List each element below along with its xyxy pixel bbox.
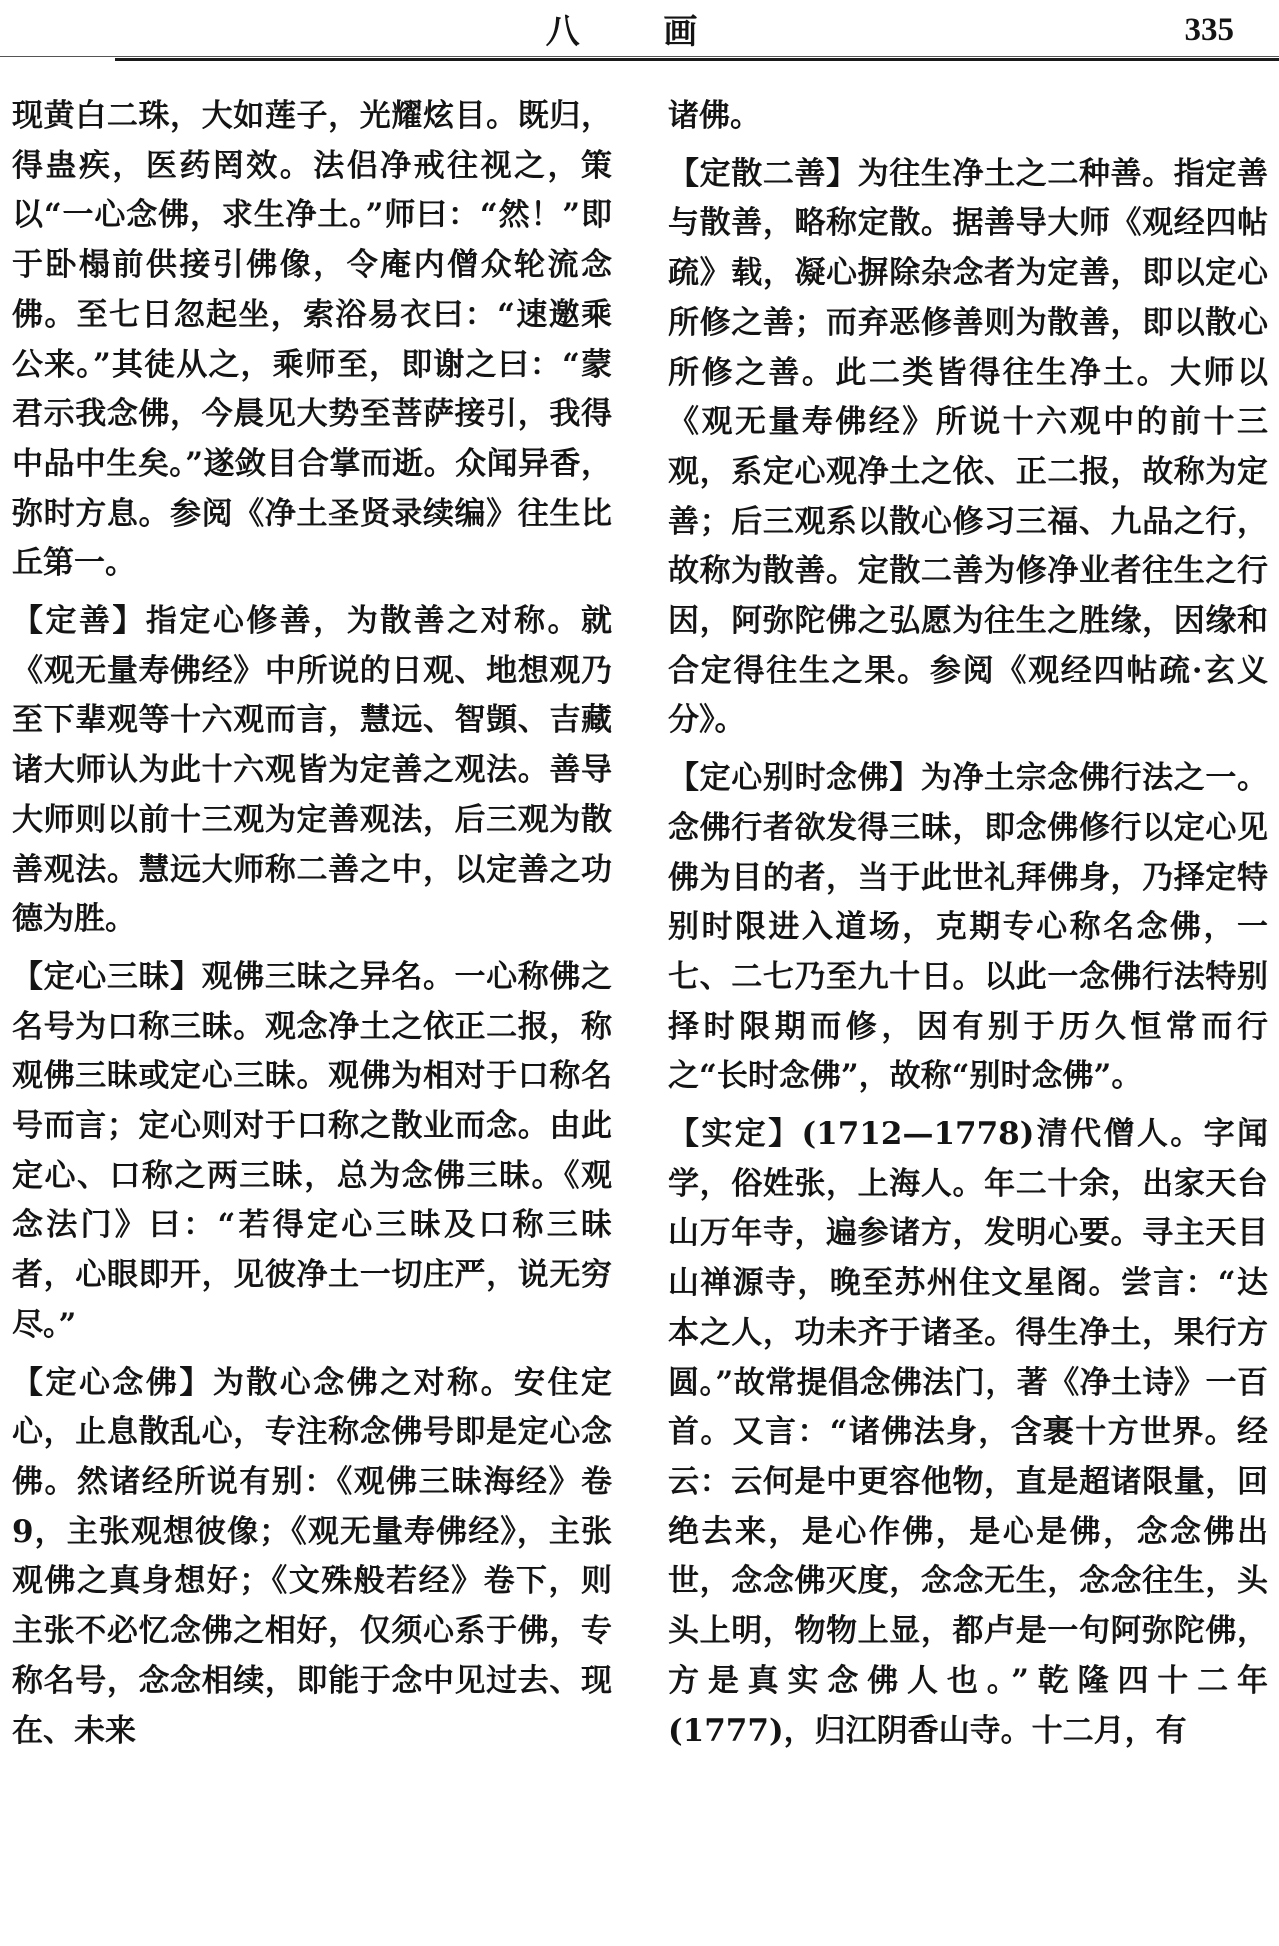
entry-headword: 【定散二善】 [668, 155, 858, 192]
entry-text: 为散心念佛之对称。安住定心，止息散乱心，专注称念佛号即是定心念佛。然诸经所说有别：《观佛三昧海经》卷9，主张观想彼像；《观无量寿佛经》，主张观佛之真身想好；《文殊般若经》卷下，则主张不必忆念佛之相好，仅须心系于佛，专称名号，念念相续，即能于念中见过去、现在、未来 [12, 1364, 613, 1749]
entry-text: 观佛三昧之异名。一心称佛之名号为口称三昧。观念净土之依正二报，称观佛三昧或定心三昧。观佛为相对于口称名号而言；定心则对于口称之散业而念。由此定心、口称之两三昧，总为念佛三昧。《观念法门》曰：“若得定心三昧及口称三昧者，心眼即开，见彼净土一切庄严，说无穷尽。” [12, 958, 613, 1343]
entry-headword: 【定心三昧】 [12, 958, 202, 995]
dictionary-entry [12, 1359, 612, 1757]
dictionary-entry [668, 1110, 1268, 1756]
entry-headword: 【定心念佛】 [12, 1364, 213, 1401]
header-rule-thin [0, 56, 1279, 57]
entry-headword: 【定善】 [12, 603, 146, 640]
header-rule-thick [115, 58, 1279, 61]
entry-text: (1712—1778)清代僧人。字闻学，俗姓张，上海人。年二十余，出家天台山万年寺，遍参诸方，发明心要。寻主天目山禅源寺，晚至苏州住文星阁。尝言：“达本之人，功未齐于诸圣。得生净土，果行方圆。”故常提倡念佛法门，著《净土诗》一百首。又言：“诸佛法身，含裹十方世界。经云：云何是中更容他物，直是超诸限量，回绝去来，是心作佛，是心是佛，念念佛出世，念念佛灭度，念念无生，念念往生，头头上明，物物上显，都卢是一句阿弥陀佛，方是真实念佛人也。”乾隆四十二年(1777)，归江阴香山寺。十二月，有 [668, 1116, 1268, 1749]
dictionary-entry [12, 597, 612, 945]
left-column [12, 92, 612, 1764]
dictionary-entry [12, 953, 612, 1351]
entry-text: 为净土宗念佛行法之一。念佛行者欲发得三昧，即念佛修行以定心见佛为目的者，当于此世礼拜佛身，乃择定特别时限进入道场，克期专心称名念佛，一七、二七乃至九十日。以此一念佛行法特别择时限期而修，因有别于历久恒常而行之“长时念佛”，故称“别时念佛”。 [668, 760, 1269, 1095]
entry-headword: 【定心别时念佛】 [668, 760, 921, 797]
running-head: 八 画 [545, 12, 734, 52]
continuation-text: 现黄白二珠，大如莲子，光耀炫目。既归，得蛊疾，医药罔效。法侣净戒往视之，策以“一心念佛，求生净土。”师曰：“然！”即于卧榻前供接引佛像，令庵内僧众轮流念佛。至七日忽起坐，索浴易衣曰：“速邀乘公来。”其徒从之，乘师至，即谢之曰：“蒙君示我念佛，今晨见大势至菩萨接引，我得中品中生矣。”遂敛目合掌而逝。众闻异香，弥时方息。参阅《净土圣贤录续编》往生比丘第一。 [12, 98, 612, 582]
entry-text: 指定心修善，为散善之对称。就《观无量寿佛经》中所说的日观、地想观乃至下辈观等十六观而言，慧远、智顗、吉藏诸大师认为此十六观皆为定善之观法。善导大师则以前十三观为定善观法，后三观为散善观法。慧远大师称二善之中，以定善之功德为胜。 [12, 603, 613, 938]
page-header [0, 0, 1279, 66]
page-number: 335 [1184, 12, 1234, 48]
continuation-text: 诸佛。 [668, 98, 761, 134]
entry-text: 为往生净土之二种善。指定善与散善，略称定散。据善导大师《观经四帖疏》载，凝心摒除杂念者为定善，即以定心所修之善；而弃恶修善则为散善，即以散心所修之善。此二类皆得往生净土。大师以《观无量寿佛经》所说十六观中的前十三观，系定心观净土之依、正二报，故称为定善；后三观系以散心修习三福、九品之行，故称为散善。定散二善为修净业者往生之行因，阿弥陀佛之弘愿为往生之胜缘，因缘和合定得往生之果。参阅《观经四帖疏·玄义分》。 [668, 155, 1269, 739]
dictionary-entry [668, 150, 1268, 746]
dictionary-entry [668, 754, 1268, 1102]
right-column [668, 92, 1268, 1764]
entry-headword: 【实定】 [668, 1116, 802, 1153]
